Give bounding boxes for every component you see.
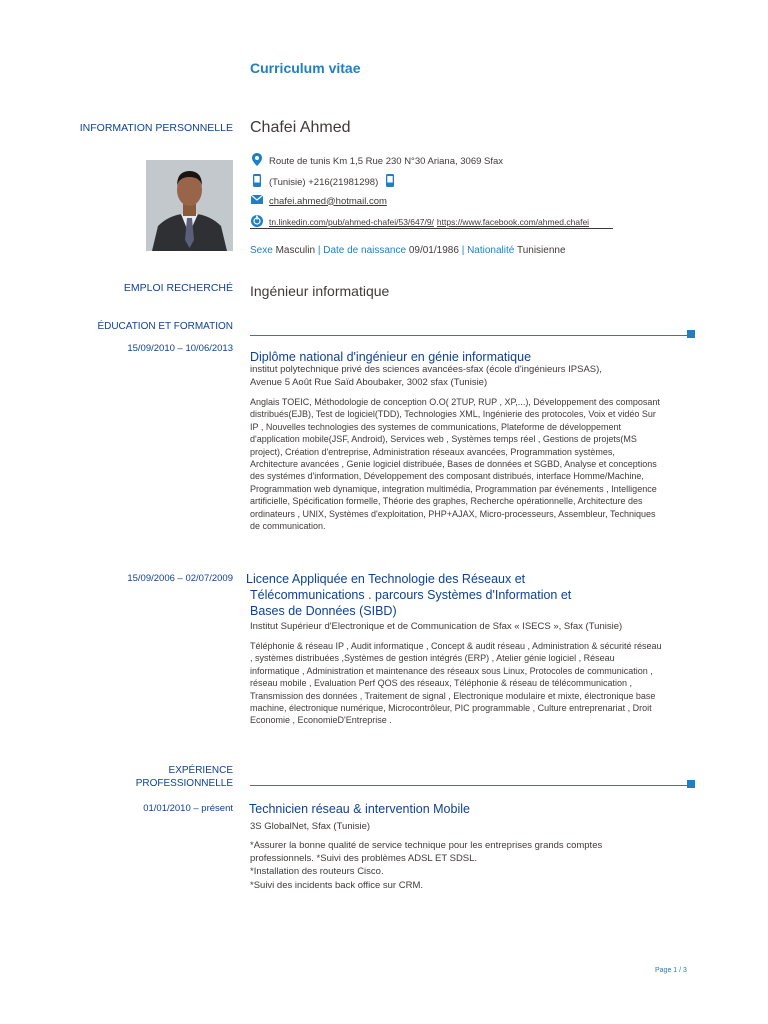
mobile-phone-icon	[250, 174, 264, 190]
sex-value: Masculin	[275, 245, 316, 256]
linkedin-link[interactable]: tn.linkedin.com/pub/ahmed-chafei/53/647/9/	[269, 217, 434, 227]
section-rule-square	[687, 330, 695, 338]
birth-value: 09/01/1986	[408, 245, 459, 256]
section-label-personal: INFORMATION PERSONNELLE	[79, 122, 233, 134]
document-title: Curriculum vitae	[250, 60, 361, 76]
education-title-2-line1: Licence Appliquée en Technologie des Réseaux et	[246, 572, 526, 586]
experience-line-4: *Suivi des incidents back office sur CRM.	[250, 880, 424, 891]
mobile-phone-icon-2	[383, 174, 397, 190]
job-title: Ingénieur informatique	[250, 283, 390, 299]
education-dates-1: 15/09/2010 – 10/06/2013	[127, 343, 233, 354]
person-name: Chafei Ahmed	[250, 119, 351, 136]
education-dates-2: 15/09/2006 – 02/07/2009	[127, 573, 233, 584]
education-institution-1-line1: institut polytechnique privé des sciences avancées-sfax (école d'ingénieurs IPSAS),	[250, 364, 602, 375]
experience-line-1: *Assurer la bonne qualité de service technique pour les entreprises grands comptes	[250, 840, 603, 851]
section-rule-experience	[250, 785, 687, 786]
section-label-experience-2: PROFESSIONNELLE	[135, 778, 233, 789]
birth-label: Date de naissance	[323, 245, 407, 256]
phone-text: (Tunisie) +216(21981298)	[269, 176, 379, 188]
nationality-value: Tunisienne	[516, 245, 566, 256]
email-link[interactable]: chafei.ahmed@hotmail.com	[269, 195, 387, 207]
separator: |	[317, 245, 321, 256]
location-pin-icon	[250, 153, 264, 169]
envelope-icon	[250, 195, 264, 207]
experience-line-2: professionnels. *Suivi des problèmes ADSL ET SDSL.	[250, 853, 478, 864]
experience-employer-1: 3S GlobalNet, Sfax (Tunisie)	[250, 821, 371, 832]
personal-details	[250, 245, 566, 256]
contact-address	[250, 153, 503, 169]
education-title-2-line3: Bases de Données (SIBD)	[250, 604, 397, 618]
web-underline	[250, 228, 613, 229]
globe-icon	[250, 215, 264, 229]
section-rule-education	[250, 335, 687, 336]
section-label-education: ÉDUCATION ET FORMATION	[97, 321, 233, 332]
experience-title-1: Technicien réseau & intervention Mobile	[249, 802, 470, 816]
contact-phone	[250, 174, 402, 190]
education-title-2-line2: Télécommunications . parcours Systèmes d'Information et	[250, 588, 572, 602]
section-rule-square	[687, 780, 695, 788]
facebook-link[interactable]: https://www.facebook.com/ahmed.chafei	[436, 217, 590, 227]
education-institution-2: Institut Supérieur d'Electronique et de Communication de Sfax « ISECS », Sfax (Tunisie)	[250, 621, 623, 632]
separator: |	[461, 245, 465, 256]
address-text: Route de tunis Km 1,5 Rue 230 N°30 Ariana, 3069 Sfax	[269, 155, 504, 167]
nationality-label: Nationalité	[467, 245, 515, 256]
experience-dates-1: 01/01/2010 – présent	[143, 803, 233, 814]
contact-web	[250, 215, 589, 229]
education-title-1: Diplôme national d'ingénieur en génie informatique	[250, 350, 532, 364]
profile-photo	[146, 160, 233, 251]
section-label-job: EMPLOI RECHERCHÉ	[123, 282, 233, 294]
education-description-2: Téléphonie & réseau IP , Audit informatique , Concept & audit réseau , Administration & sécurité réseau , systèmes distribuées ,Systèmes de gestion intégrés (ERP) , Atelier génie logiciel , Réseau informatique , Administration et maintenance des réseaux sous Linux, Protocoles de communication , réseau mobile , Evaluation Perf QOS des réseaux, Téléphonie & réseau de télécommunication , Transmission des données , Traitement de signal , Electronique modulaire et mixte, électronique base machine, électronique numérique, Microcontrôleur, PIC programmable , Culture entreprenariat , Droit Economie , EconomieD'Entreprise .	[250, 641, 662, 726]
page-number: Page 1 / 3	[655, 967, 687, 974]
section-label-experience-1: EXPÉRIENCE	[168, 765, 233, 776]
contact-email	[250, 195, 387, 207]
sex-label: Sexe	[250, 245, 273, 256]
education-description-1: Anglais TOEIC, Méthodologie de conception O.O( 2TUP, RUP , XP,...), Développement des composant distribués(EJB), Test de logiciel(TDD), Technologies XML, Ingénierie des protocoles, Voix et vidéo Sur IP , Nouvelles technologies des systemes de communications, Plateforme de développement d'application mobile(JSF, Android), Services web , Systèmes temps réel , Gestions de projets(MS project), Création d'entreprise, Administration réseaux avancées, Programmation systèmes, Architecture avancées , Genie logiciel distribuée, Bases de données et SGBD, Analyse et conceptions des systémes d'information, Développement des composant distribués, interface Homme/Machine, Programmation web dynamique, integration multimédia, Programmation par événements , Intelligence artificielle, Spécification formelle, Théorie des graphes, Recherche opérationnelle, Architecture des ordinateurs , UNIX, Systèmes d'exploitation, PHP+AJAX, Micro-processeurs, Assembleur, Techniques de communication.	[250, 397, 660, 532]
education-institution-1-line2: Avenue 5 Août Rue Saïd Aboubaker, 3002 sfax (Tunisie)	[250, 377, 488, 388]
experience-line-3: *Installation des routeurs Cisco.	[250, 866, 384, 877]
